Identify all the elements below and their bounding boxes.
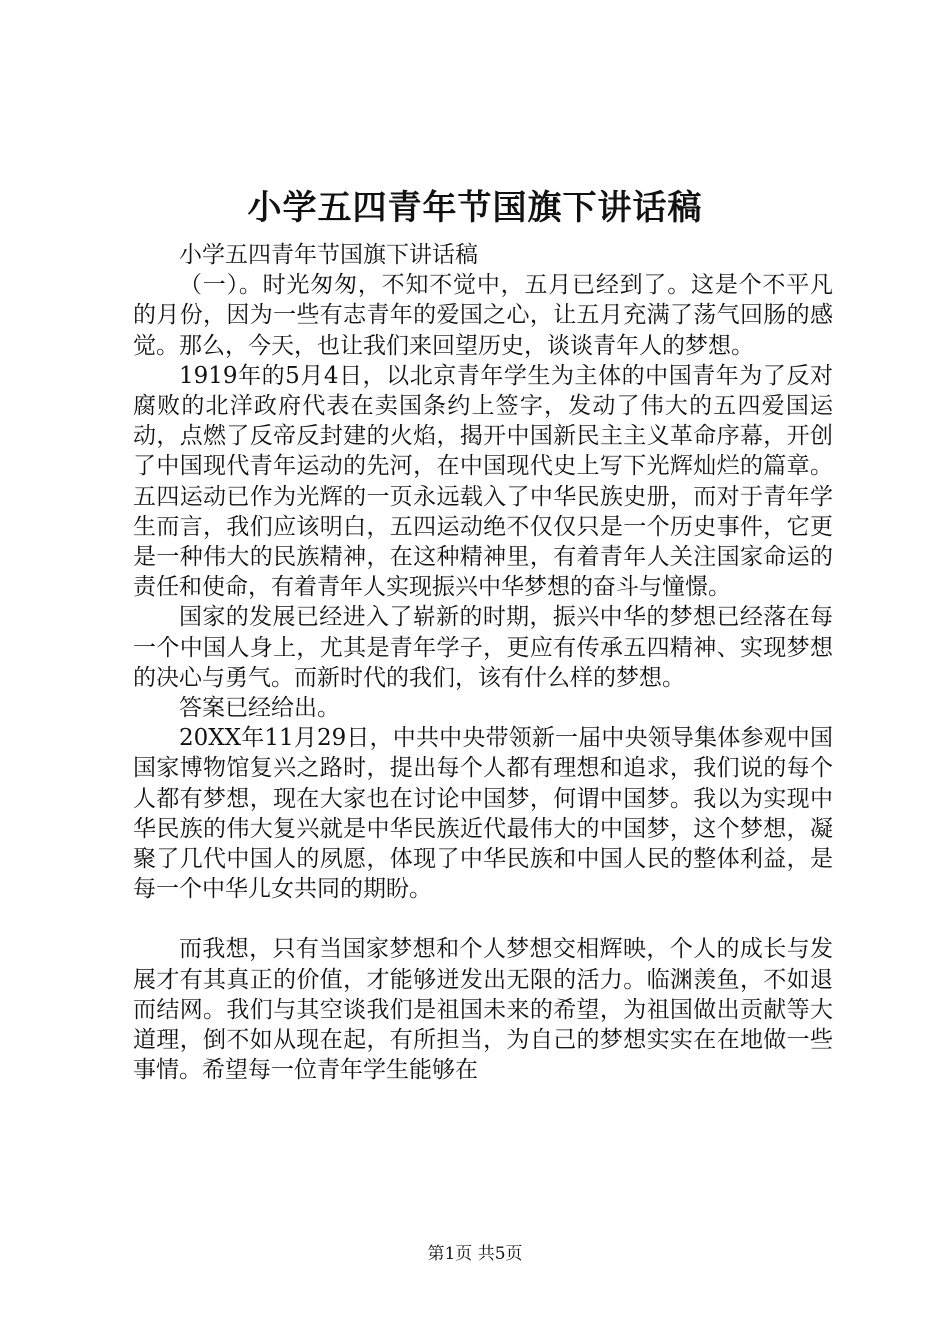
subtitle-paragraph: 小学五四青年节国旗下讲话稿 [179, 242, 478, 268]
body-paragraph: 答案已经给出。 [179, 695, 340, 722]
body-paragraph: （一）。时光匆匆，不知不觉中，五月已经到了。这是个不平凡的月份，因为一些有志青年的爱国之心，让五月充满了荡气回肠的感觉。那么，今天，也让我们来回望历史，谈谈青年人的梦想。 [133, 272, 833, 359]
body-paragraph: 1919年的5月4日，以北京青年学生为主体的中国青年为了反对腐败的北洋政府代表在卖国条约上签字，发动了伟大的五四爱国运动，点燃了反帝反封建的火焰，揭开中国新民主主义革命序幕，开创了中国现代青年运动的先河，在中国现代史上写下光辉灿烂的篇章。五四运动已作为光辉的一页永远载入了中华民族史册，而对于青年学生而言，我们应该明白，五四运动绝不仅仅只是一个历史事件，它更是一种伟大的民族精神，在这种精神里，有着青年人关注国家命运的责任和使命，有着青年人实现振兴中华梦想的奋斗与憧憬。 [133, 362, 833, 601]
body-paragraph: 国家的发展已经进入了崭新的时期，振兴中华的梦想已经落在每一个中国人身上，尤其是青年学子，更应有传承五四精神、实现梦想的决心与勇气。而新时代的我们，该有什么样的梦想。 [133, 604, 833, 691]
page-title: 小学五四青年节国旗下讲话稿 [247, 188, 703, 228]
body-paragraph: 20XX年11月29日，中共中央带领新一届中央领导集体参观中国国家博物馆复兴之路时，提出每个人都有理想和追求，我们说的每个人都有梦想，现在大家也在讨论中国梦，何谓中国梦。我以为实现中华民族的伟大复兴就是中华民族近代最伟大的中国梦，这个梦想，凝聚了几代中国人的夙愿，体现了中华民族和中国人民的整体利益，是每一个中华儿女共同的期盼。 [133, 725, 833, 903]
document-body [133, 240, 833, 1085]
body-paragraph: 而我想，只有当国家梦想和个人梦想交相辉映，个人的成长与发展才有其真正的价值，才能够迸发出无限的活力。临渊羡鱼，不如退而结网。我们与其空谈我们是祖国未来的希望，为祖国做出贡献等大道理，倒不如从现在起，有所担当，为自己的梦想实实在在地做一些事情。希望每一位青年学生能够在 [133, 936, 833, 1084]
page-number-footer: 第1页 共5页 [427, 1244, 523, 1264]
